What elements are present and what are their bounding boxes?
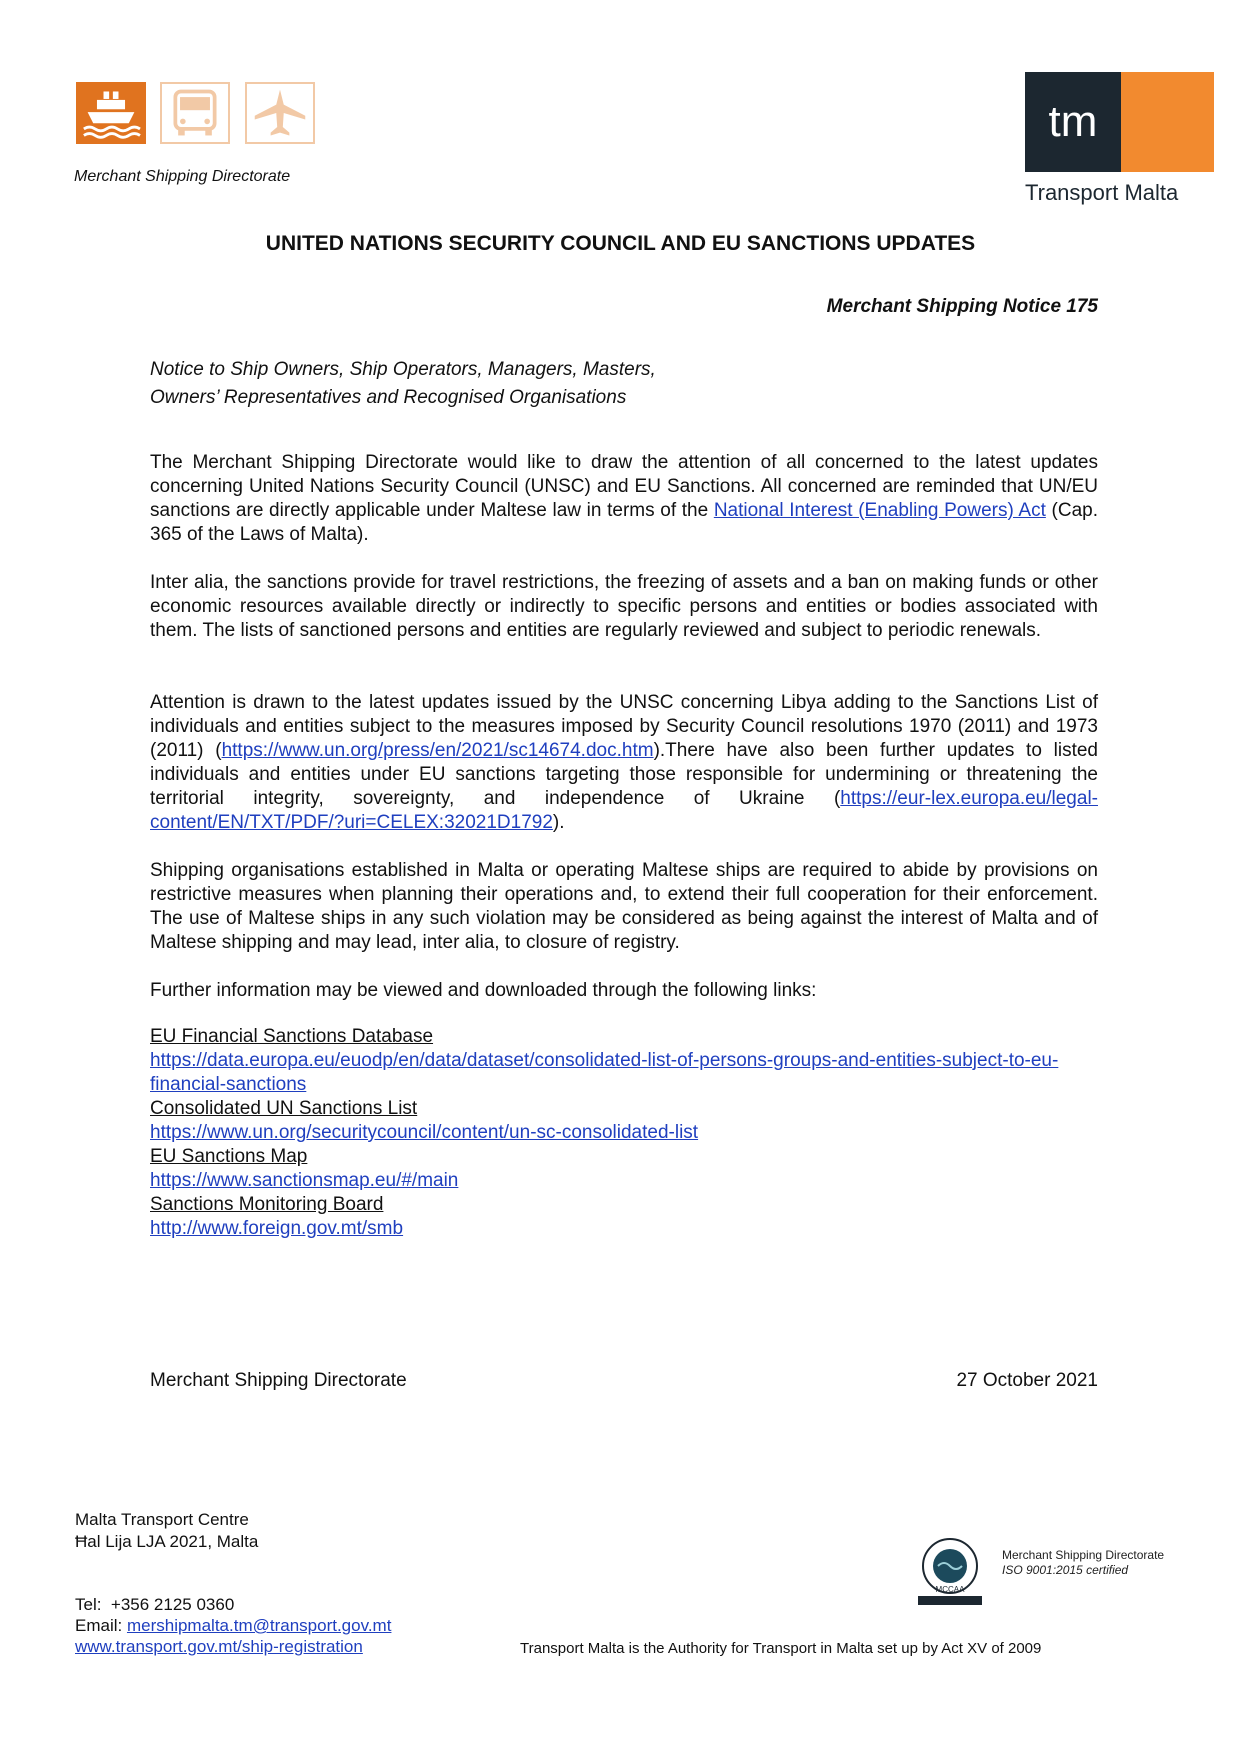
email-label: Email:: [75, 1616, 123, 1635]
paragraph-2: Inter alia, the sanctions provide for travel restrictions, the freezing of assets and a ban on making funds or other economic resources available directly or indirectly to specific persons and entities or bodies associated with them. The lists of sanctioned persons and entities are regularly reviewed and subject to periodic renewals.: [150, 572, 1098, 641]
links-list: [150, 1025, 1098, 1241]
notice-number: Merchant Shipping Notice 175: [826, 296, 1098, 317]
authority-note: Transport Malta is the Authority for Transport in Malta set up by Act XV of 2009: [520, 1640, 1042, 1657]
link-label-un-list: Consolidated UN Sanctions List: [150, 1098, 418, 1119]
seal-label: MCCAA: [935, 1585, 965, 1594]
signature: Merchant Shipping Directorate: [150, 1370, 407, 1391]
eur-lex-link[interactable]: https://eur-lex.europa.eu/legal-content/EN/TXT/PDF/?uri=CELEX:32021D1792: [150, 788, 1098, 833]
date: 27 October 2021: [956, 1370, 1098, 1391]
iso-certification-seal: [916, 1536, 984, 1606]
paragraph-5: Further information may be viewed and downloaded through the following links:: [150, 980, 817, 1001]
tel-number: +356 2125 0360: [110, 1595, 235, 1614]
email-link[interactable]: mershipmalta.tm@transport.gov.mt: [126, 1616, 392, 1635]
tel-label: Tel:: [75, 1595, 102, 1614]
website-link[interactable]: www.transport.gov.mt/ship-registration: [75, 1637, 363, 1656]
paragraph-3-text-b: ).There have also been further updates to listed individuals and entities under EU sanctions targeting those responsible for undermining or threatening the territorial integrity, sovereignty, and independence of Ukraine (: [150, 740, 1098, 809]
paragraph-1-text-b: (Cap. 365 of the Laws of Malta).: [150, 500, 1098, 545]
iso-line-2: ISO 9001:2015 certified: [1002, 1563, 1129, 1577]
link-label-eu-financial: EU Financial Sanctions Database: [150, 1026, 434, 1047]
logo-orange-block: [1121, 72, 1214, 172]
paragraph-3: [150, 691, 1098, 835]
iso-line-1: Merchant Shipping Directorate: [1002, 1548, 1165, 1562]
link-label-smb: Sanctions Monitoring Board: [150, 1194, 384, 1215]
logo-name: Transport Malta: [1025, 180, 1179, 205]
paragraph-4: Shipping organisations established in Malta or operating Maltese ships are required to abide by provisions on restrictive measures when planning their operations and, to extend their full cooperation for their enforcement. The use of Maltese ships in any such violation may be considered as being against the interest of Malta and of Maltese shipping and may lead, inter alia, to closure of registry.: [150, 860, 1098, 953]
link-sanctions-monitoring-board[interactable]: http://www.foreign.gov.mt/smb: [150, 1218, 404, 1239]
ship-icon: [76, 82, 146, 144]
link-eu-sanctions-map[interactable]: https://www.sanctionsmap.eu/#/main: [150, 1170, 459, 1191]
email-line: [75, 1615, 391, 1636]
link-un-consolidated-list[interactable]: https://www.un.org/securitycouncil/content/un-sc-consolidated-list: [150, 1122, 699, 1143]
link-label-eu-map: EU Sanctions Map: [150, 1146, 308, 1167]
footer-contact: [75, 1594, 391, 1657]
un-press-link[interactable]: https://www.un.org/press/en/2021/sc14674.doc.htm: [221, 740, 654, 761]
page-title: UNITED NATIONS SECURITY COUNCIL AND EU SANCTIONS UPDATES: [265, 232, 976, 255]
national-interest-act-link[interactable]: National Interest (Enabling Powers) Act: [713, 500, 1046, 521]
addressee-line-2: Owners’ Representatives and Recognised Organisations: [150, 387, 627, 408]
footer-address: [75, 1509, 258, 1553]
paragraph-3-text-c: ).: [552, 812, 565, 833]
address-line-2: Ħal Lija LJA 2021, Malta: [75, 1532, 259, 1551]
address-line-1: Malta Transport Centre: [75, 1510, 249, 1529]
addressee-line-1: Notice to Ship Owners, Ship Operators, Managers, Masters,: [150, 359, 656, 380]
transport-malta-logo: [1025, 72, 1214, 172]
addressee: [150, 356, 656, 412]
paragraph-1: [150, 451, 1098, 547]
paragraph-1-text-a: The Merchant Shipping Directorate would like to draw the attention of all concerned to the latest updates concerning United Nations Security Council (UNSC) and EU Sanctions. All concerned are reminded that UN/EU sanctions are directly applicable under Maltese law in terms of the: [150, 452, 1098, 521]
paragraph-3-text-a: Attention is drawn to the latest updates issued by the UNSC concerning Libya adding to the Sanctions List of individuals and entities subject to the measures imposed by Security Council resolutions 1970 (2011) and 1973 (2011) (: [150, 692, 1098, 761]
link-eu-financial-database[interactable]: https://data.europa.eu/euodp/en/data/dataset/consolidated-list-of-persons-groups-and-entities-subject-to-eu-financial-sanctions: [150, 1050, 1059, 1095]
telephone: [75, 1594, 391, 1615]
logo-monogram: tm: [1025, 72, 1121, 172]
directorate-caption: Merchant Shipping Directorate: [74, 168, 291, 185]
iso-statement: [1002, 1548, 1164, 1578]
airplane-icon: [245, 82, 315, 144]
bus-icon: [160, 82, 230, 144]
